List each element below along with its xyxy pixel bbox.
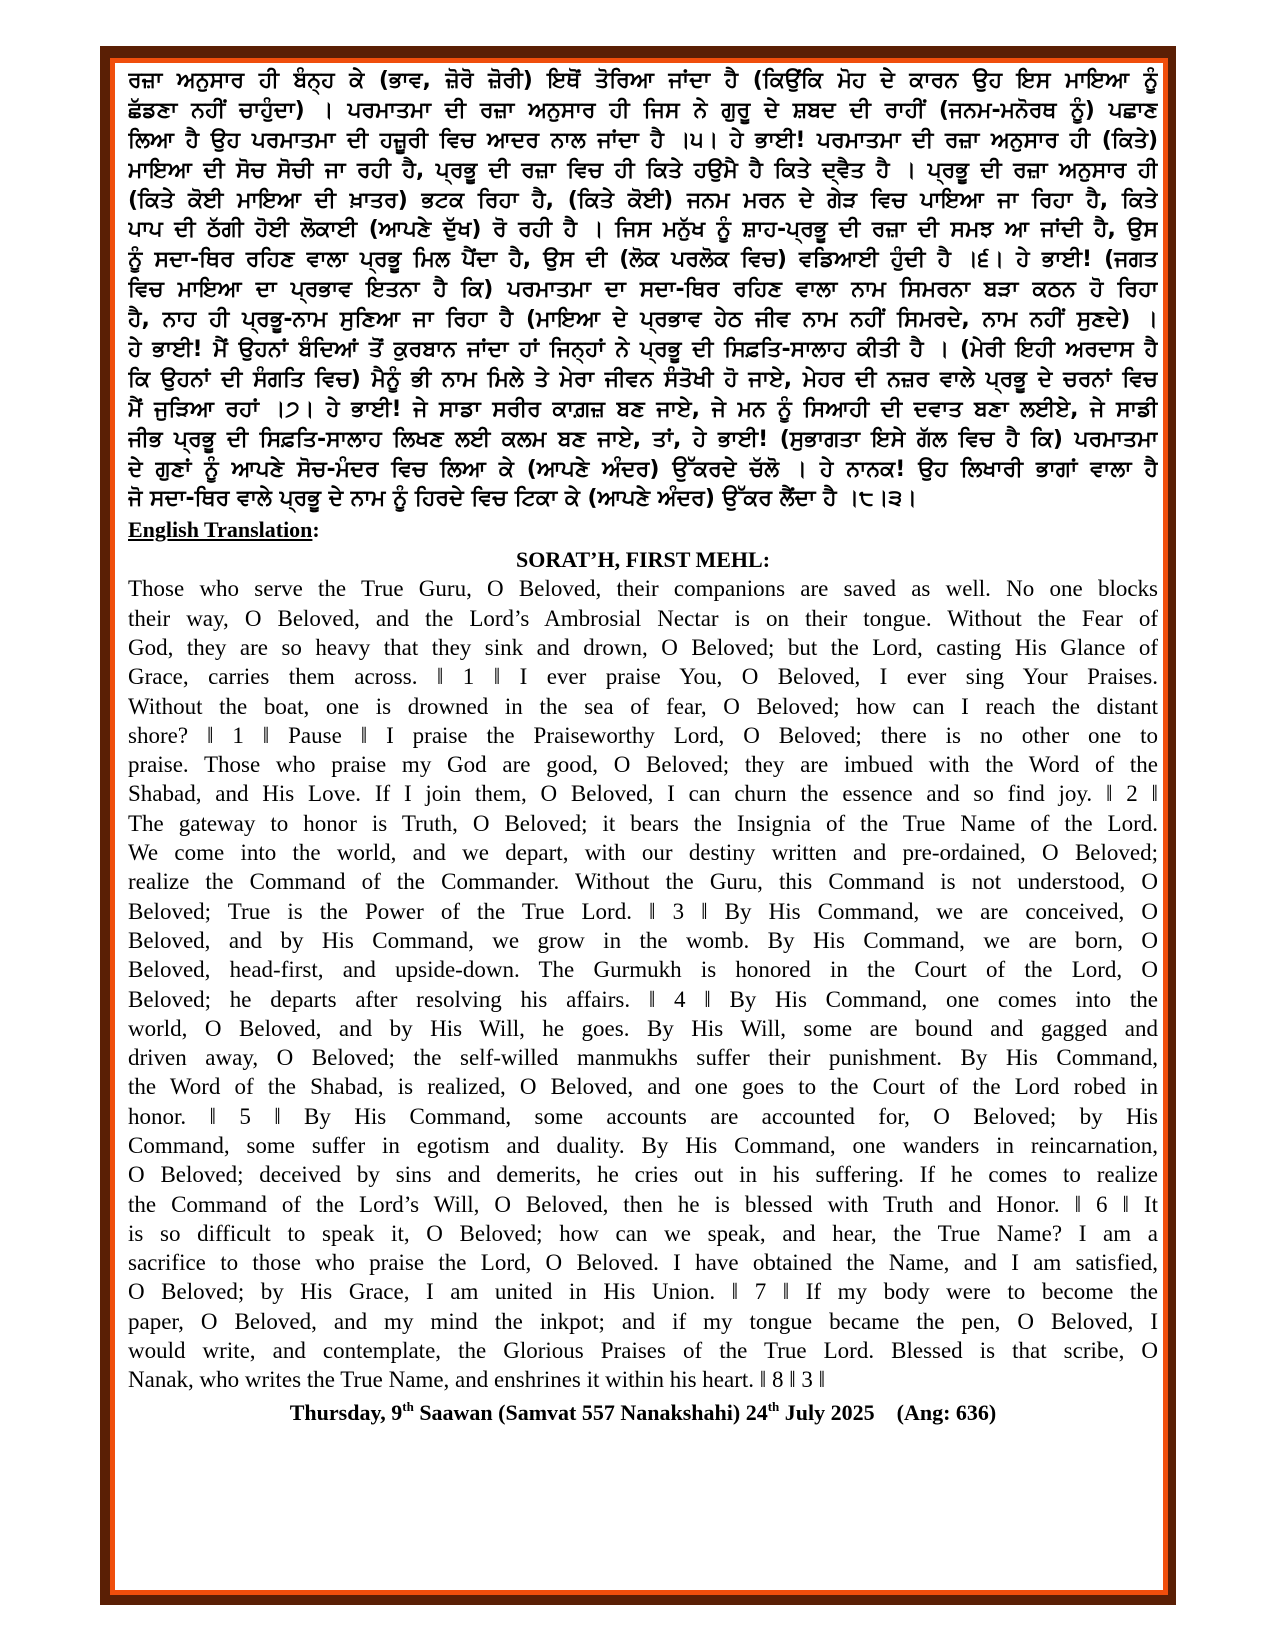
footer-day: Thursday, 9 [289, 1399, 403, 1425]
punjabi-line: ਕਿ ਉਹਨਾਂ ਦੀ ਸੰਗਤਿ ਵਿਚ) ਮੈਨੂੰ ਭੀ ਨਾਮ ਮਿਲੇ ਤੇ ਮੇਰਾ ਜੀਵਨ ਸੰਤੋਖੀ ਹੋ ਜਾਏ, ਮੇਹਰ ਦੀ ਨਜ਼ਰ ਵਾਲੇ ਪ੍ਰਭੂ ਦੇ ਚਰਨਾਂ ਵਿਚ [128, 366, 1158, 392]
punjabi-line: (ਕਿਤੇ ਕੋਈ ਮਾਇਆ ਦੀ ਖ਼ਾਤਰ) ਭਟਕ ਰਿਹਾ ਹੈ, (ਕਿਤੇ ਕੋਈ) ਜਨਮ ਮਰਨ ਦੇ ਗੇੜ ਵਿਚ ਪਾਇਆ ਜਾ ਰਿਹਾ ਹੈ, ਕਿਤੇ [128, 187, 1158, 213]
english-line: Shabad, and His Love. If I join them, O Beloved, I can churn the essence and so find joy. ‖ 2 ‖ [128, 781, 1158, 807]
heading-text: English Translation [128, 517, 313, 543]
english-line: Beloved; True is the Power of the True Lord. ‖ 3 ‖ By His Command, we are conceived, O [128, 898, 1158, 924]
page-frame-inner-border [110, 58, 1168, 1595]
english-line: We come into the world, and we depart, with our destiny written and pre-ordained, O Beloved; [128, 840, 1158, 866]
english-line: would write, and contemplate, the Glorious Praises of the True Lord. Blessed is that scribe, O [128, 1338, 1158, 1364]
english-line: the Word of the Shabad, is realized, O Beloved, and one goes to the Court of the Lord robed in [128, 1074, 1158, 1100]
punjabi-line: ਵਿਚ ਮਾਇਆ ਦਾ ਪ੍ਰਭਾਵ ਇਤਨਾ ਹੈ ਕਿ) ਪਰਮਾਤਮਾ ਦਾ ਸਦਾ-ਥਿਰ ਰਹਿਣ ਵਾਲਾ ਨਾਮ ਸਿਮਰਨਾ ਬੜਾ ਕਠਨ ਹੋ ਰਿਹਾ [128, 277, 1158, 303]
english-line: world, O Beloved, and by His Will, he goes. By His Will, some are bound and gagged and [128, 1015, 1158, 1041]
punjabi-line: ਦੇ ਗੁਣਾਂ ਨੂੰ ਆਪਣੇ ਸੋਚ-ਮੰਦਰ ਵਿਚ ਲਿਆ ਕੇ (ਆਪਣੇ ਅੰਦਰ) ਉੱਕਰਦੇ ਚੱਲੋ । ਹੇ ਨਾਨਕ! ਉਹ ਲਿਖਾਰੀ ਭਾਗਾਂ ਵਾਲਾ ਹੈ [128, 456, 1158, 482]
english-line: Beloved, head-first, and upside-down. The Gurmukh is honored in the Court of the Lord, O [128, 957, 1158, 983]
punjabi-line: ਜੀਭ ਪ੍ਰਭੂ ਦੀ ਸਿਫ਼ਤਿ-ਸਾਲਾਹ ਲਿਖਣ ਲਈ ਕਲਮ ਬਣ ਜਾਏ, ਤਾਂ, ਹੇ ਭਾਈ! (ਸੁਭਾਗਤਾ ਇਸੇ ਗੱਲ ਵਿਚ ਹੈ ਕਿ) ਪਰਮਾਤਮਾ [128, 426, 1158, 452]
english-translation-heading [128, 515, 1163, 545]
english-line: praise. Those who praise my God are good, O Beloved; they are imbued with the Word of the [128, 752, 1158, 778]
punjabi-line: ਹੈ, ਨਾਹ ਹੀ ਪ੍ਰਭੂ-ਨਾਮ ਸੁਣਿਆ ਜਾ ਰਿਹਾ ਹੈ (ਮਾਇਆ ਦੇ ਪ੍ਰਭਾਵ ਹੇਠ ਜੀਵ ਨਾਮ ਨਹੀਂ ਸਿਮਰਦੇ, ਨਾਮ ਨਹੀਂ ਸੁਣਦੇ) । [128, 307, 1158, 333]
english-line: Grace, carries them across. ‖ 1 ‖ I ever praise You, O Beloved, I ever sing Your Praises. [128, 664, 1158, 690]
date-footer [128, 1397, 1158, 1429]
english-line: Command, some suffer in egotism and duality. By His Command, one wanders in reincarnation, [128, 1133, 1158, 1158]
punjabi-line: ਪਾਪ ਦੀ ਠੱਗੀ ਹੋਈ ਲੋਕਾਈ (ਆਪਣੇ ਦੁੱਖ) ਰੋ ਰਹੀ ਹੈ । ਜਿਸ ਮਨੁੱਖ ਨੂੰ ਸ਼ਾਹ-ਪ੍ਰਭੂ ਦੀ ਰਜ਼ਾ ਦੀ ਸਮਝ ਆ ਜਾਂਦੀ ਹੈ, ਉਸ [128, 217, 1158, 243]
english-translation-body [128, 574, 1163, 1394]
english-line: shore? ‖ 1 ‖ Pause ‖ I praise the Praiseworthy Lord, O Beloved; there is no other one to [128, 722, 1158, 748]
punjabi-line: ਮੈਂ ਜੁੜਿਆ ਰਹਾਂ ।੭। ਹੇ ਭਾਈ! ਜੇ ਸਾਡਾ ਸਰੀਰ ਕਾਗ਼ਜ਼ ਬਣ ਜਾਏ, ਜੇ ਮਨ ਨੂੰ ਸਿਆਹੀ ਦੀ ਦਵਾਤ ਬਣਾ ਲਈਏ, ਜੇ ਸਾਡੀ [128, 396, 1158, 422]
english-line: is so difficult to speak it, O Beloved; how can we speak, and hear, the True Name? I am a [128, 1220, 1158, 1246]
english-line: paper, O Beloved, and my mind the inkpot; and if my tongue became the pen, O Beloved, I [128, 1308, 1158, 1334]
footer-ang: (Ang: 636) [896, 1399, 997, 1425]
english-line: Those who serve the True Guru, O Beloved, their companions are saved as well. No one blocks [128, 576, 1158, 602]
english-line: realize the Command of the Commander. Without the Guru, this Command is not understood, O [128, 869, 1158, 895]
english-line: Without the boat, one is drowned in the sea of fear, O Beloved; how can I reach the distant [128, 693, 1158, 719]
english-line: the Command of the Lord’s Will, O Beloved, then he is blessed with Truth and Honor. ‖ 6 ‖ It [128, 1191, 1158, 1217]
footer-year: July 2025 [779, 1399, 875, 1425]
english-line: God, they are so heavy that they sink and drown, O Beloved; but the Lord, casting His Glance of [128, 634, 1158, 660]
punjabi-commentary [128, 63, 1163, 514]
english-line: honor. ‖ 5 ‖ By His Command, some accounts are accounted for, O Beloved; by His [128, 1103, 1158, 1129]
footer-month: Saawan (Samvat 557 Nanakshahi) 24 [413, 1399, 768, 1425]
hymn-title: SORAT’H, FIRST MEHL: [515, 547, 771, 573]
english-line: O Beloved; deceived by sins and demerits, he cries out in his suffering. If he comes to realize [128, 1162, 1158, 1188]
punjabi-line: ਛੱਡਣਾ ਨਹੀਂ ਚਾਹੁੰਦਾ) । ਪਰਮਾਤਮਾ ਦੀ ਰਜ਼ਾ ਅਨੁਸਾਰ ਹੀ ਜਿਸ ਨੇ ਗੁਰੂ ਦੇ ਸ਼ਬਦ ਦੀ ਰਾਹੀਂ (ਜਨਮ-ਮਨੋਰਥ ਨੂੰ) ਪਛਾਣ [128, 97, 1158, 123]
footer-day-suffix: th [402, 1398, 414, 1414]
punjabi-line: ਲਿਆ ਹੈ ਉਹ ਪਰਮਾਤਮਾ ਦੀ ਹਜ਼ੂਰੀ ਵਿਚ ਆਦਰ ਨਾਲ ਜਾਂਦਾ ਹੈ ।੫। ਹੇ ਭਾਈ! ਪਰਮਾਤਮਾ ਦੀ ਰਜ਼ਾ ਅਨੁਸਾਰ ਹੀ (ਕਿਤੇ) [128, 127, 1158, 153]
punjabi-line: ਹੇ ਭਾਈ! ਮੈਂ ਉਹਨਾਂ ਬੰਦਿਆਂ ਤੋਂ ਕੁਰਬਾਨ ਜਾਂਦਾ ਹਾਂ ਜਿਨ੍ਹਾਂ ਨੇ ਪ੍ਰਭੂ ਦੀ ਸਿਫ਼ਤਿ-ਸਾਲਾਹ ਕੀਤੀ ਹੈ । (ਮੇਰੀ ਇਹੀ ਅਰਦਾਸ ਹੈ [128, 337, 1158, 363]
punjabi-line: ਰਜ਼ਾ ਅਨੁਸਾਰ ਹੀ ਬੰਨ੍ਹ ਕੇ (ਭਾਵ, ਜ਼ੋਰੋ ਜ਼ੋਰੀ) ਇਥੋਂ ਤੋਰਿਆ ਜਾਂਦਾ ਹੈ (ਕਿਉਂਕਿ ਮੋਹ ਦੇ ਕਾਰਨ ਉਹ ਇਸ ਮਾਇਆ ਨੂੰ [128, 68, 1158, 93]
document-content [128, 63, 1163, 1429]
page-frame [100, 46, 1176, 1605]
punjabi-line: ਨੂੰ ਸਦਾ-ਥਿਰ ਰਹਿਣ ਵਾਲਾ ਪ੍ਰਭੂ ਮਿਲ ਪੈਂਦਾ ਹੈ, ਉਸ ਦੀ (ਲੋਕ ਪਰਲੋਕ ਵਿਚ) ਵਡਿਆਈ ਹੁੰਦੀ ਹੈ ।੬। ਹੇ ਭਾਈ! (ਜਗਤ [128, 247, 1158, 273]
english-line: Nanak, who writes the True Name, and enshrines it within his heart. ‖ 8 ‖ 3 ‖ [128, 1367, 826, 1393]
heading-colon: : [312, 517, 320, 543]
punjabi-line: ਜੋ ਸਦਾ-ਥਿਰ ਵਾਲੇ ਪ੍ਰਭੂ ਦੇ ਨਾਮ ਨੂੰ ਹਿਰਦੇ ਵਿਚ ਟਿਕਾ ਕੇ (ਆਪਣੇ ਅੰਦਰ) ਉੱਕਰ ਲੈਂਦਾ ਹੈ ।੮।੩। [128, 486, 917, 512]
english-line: Beloved, and by His Command, we grow in the womb. By His Command, we are born, O [128, 927, 1158, 953]
footer-date-suffix: th [767, 1398, 780, 1414]
english-line: The gateway to honor is Truth, O Beloved; it bears the Insignia of the True Name of the Lord. [128, 810, 1158, 836]
english-line: driven away, O Beloved; the self-willed manmukhs suffer their punishment. By His Command, [128, 1045, 1158, 1071]
english-line: Beloved; he departs after resolving his affairs. ‖ 4 ‖ By His Command, one comes into the [128, 986, 1158, 1012]
english-line: sacrifice to those who praise the Lord, O Beloved. I have obtained the Name, and I am satisfied, [128, 1250, 1158, 1276]
punjabi-line: ਮਾਇਆ ਦੀ ਸੋਚ ਸੋਚੀ ਜਾ ਰਹੀ ਹੈ, ਪ੍ਰਭੂ ਦੀ ਰਜ਼ਾ ਵਿਚ ਹੀ ਕਿਤੇ ਹਉਮੈ ਹੈ ਕਿਤੇ ਦ੍ਵੈਤ ਹੈ । ਪ੍ਰਭੂ ਦੀ ਰਜ਼ਾ ਅਨੁਸਾਰ ਹੀ [128, 157, 1158, 183]
english-line: O Beloved; by His Grace, I am united in His Union. ‖ 7 ‖ If my body were to become the [128, 1279, 1158, 1305]
english-line: their way, O Beloved, and the Lord’s Ambrosial Nectar is on their tongue. Without the Fear of [128, 605, 1158, 631]
